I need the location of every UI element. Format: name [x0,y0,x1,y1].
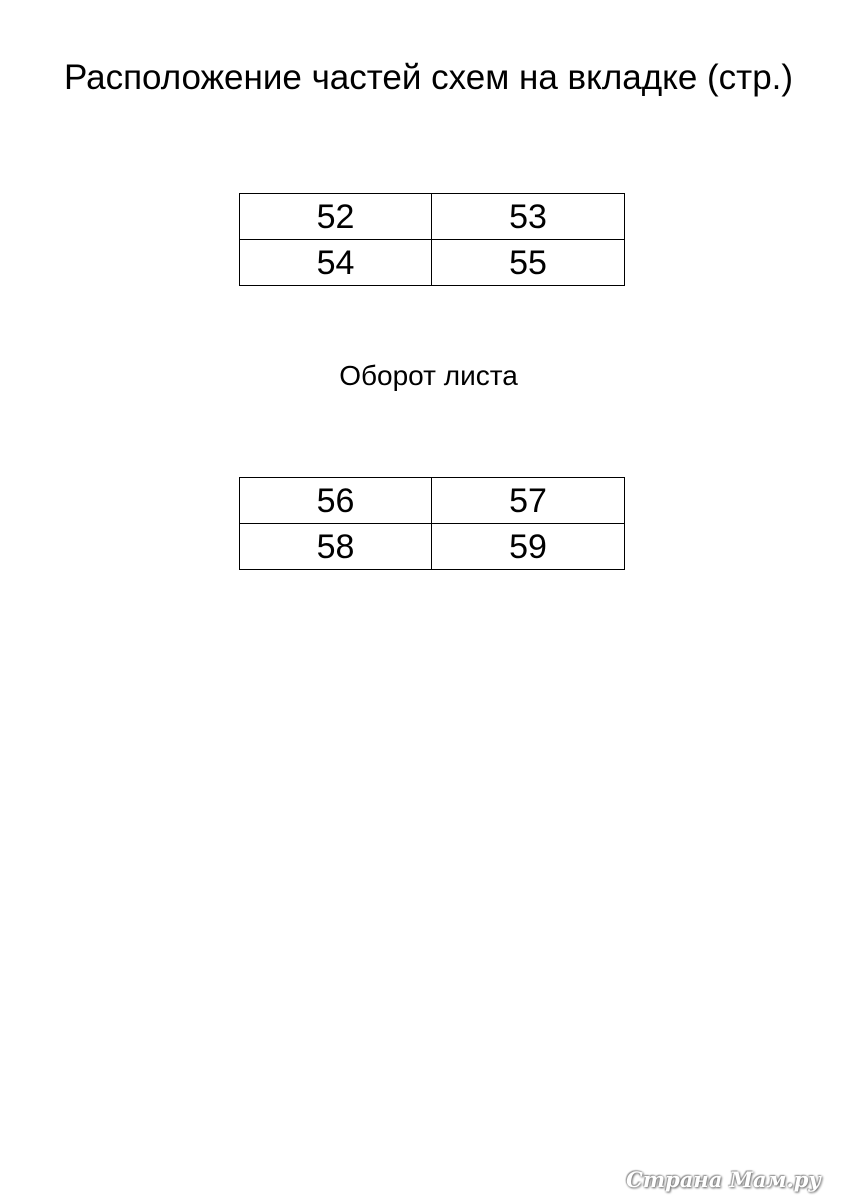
table-row [240,194,625,240]
table-row [240,478,625,524]
site-watermark: Страна Мам.ру [626,1167,821,1192]
table-row [240,524,625,570]
reverse-side-label: Оборот листа [339,360,518,391]
table-row [240,240,625,286]
page-title: Расположение частей схем на вкладке (стр.) [63,58,794,97]
page-number-cell: 59 [432,524,625,570]
page-number-cell: 57 [432,478,625,524]
back-pages-grid [239,477,625,570]
page-number-cell: 56 [240,478,432,524]
front-pages-grid [239,193,625,286]
page-number-cell: 58 [240,524,432,570]
page-number-cell: 55 [432,240,625,286]
page-number-cell: 52 [240,194,432,240]
page-number-cell: 54 [240,240,432,286]
page-number-cell: 53 [432,194,625,240]
